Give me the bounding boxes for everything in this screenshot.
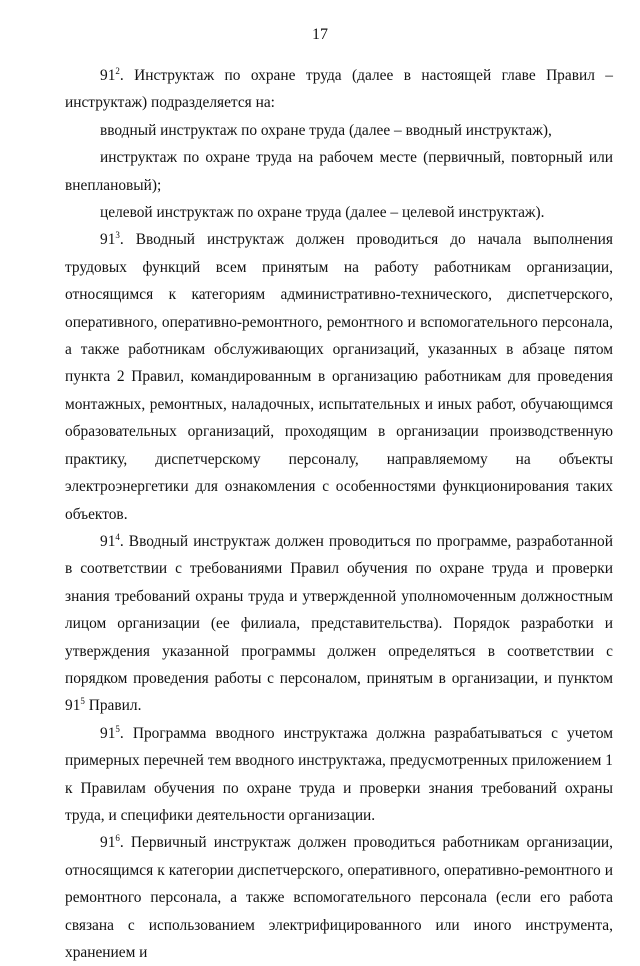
paragraph-text: Первичный инструктаж должен проводиться работникам организации, относящимся к категории диспетчерского, оперативного, оперативно-ремонтного и ремонтного персонала, а также вспомогательного персонала (если его работа связана с использованием электрифицированного или иного инструмента, хранением и [65, 834, 613, 961]
paragraph-text: целевой инструктаж по охране труда (далее – целевой инструктаж). [100, 204, 545, 222]
paragraph-text: Инструктаж по охране труда (далее в настоящей главе Правил – инструктаж) подразделяется на: [65, 67, 613, 112]
clause-number: $91^3$. [100, 230, 124, 249]
clause-number: $91^2$. [100, 65, 124, 84]
paragraph-text: Вводный инструктаж должен проводиться по программе, разработанной в соответствии с требованиями Правил обучения по охране труда и проверки знания требований охраны труда и утвержденной уполномоченным должностным лицом организации (ее филиала, представительства). Порядок разработки и утверждения указанной программы должен определяться в соответствии с порядком проведения работы с персоналом, принятым в организации, и пунктом 91 [65, 532, 613, 715]
list-item-intro-briefing [65, 117, 613, 144]
reference-superscript: 5 [80, 696, 85, 707]
paragraph-text: Вводный инструктаж должен проводиться до начала выполнения трудовых функций всем принятым на работу работникам организации, относящимся к категориям административно-технического, диспетчерского, оперативного, оперативно-ремонтного, ремонтного и вспомогательного персонала, а также работникам обслуживающих организаций, указанных в абзаце пятом пункта 2 Правил, командированным в организацию работникам для проведения монтажных, ремонтных, наладочных, испытательных и иных работ, обучающимся образовательных организаций, проходящим в организации производственную практику, диспетчерскому персоналу, направляемому на объекты электроэнергетики для ознакомления с особенностями функционирования таких объектов. [65, 231, 613, 523]
list-item-target-briefing [65, 199, 613, 226]
paragraph-text: Программа вводного инструктажа должна разрабатываться с учетом примерных перечней тем вводного инструктажа, предусмотренных приложением 1 к Правилам обучения по охране труда и проверки знания требований охраны труда, и специфики деятельности организации. [65, 724, 613, 824]
clause-number: $91^6$. [100, 833, 124, 852]
paragraph-91-6 [65, 829, 613, 966]
page-number: 17 [312, 26, 328, 43]
paragraph-91-2 [65, 62, 613, 117]
paragraph-91-4 [65, 528, 613, 720]
paragraph-text-tail: Правил. [84, 697, 142, 715]
paragraph-91-5 [65, 720, 613, 830]
paragraph-text: вводный инструктаж по охране труда (далее – вводный инструктаж), [100, 121, 552, 139]
clause-number: $91^5$. [100, 723, 124, 742]
list-item-workplace-briefing [65, 144, 613, 199]
clause-number: $91^4$. [100, 531, 124, 550]
document-body [65, 62, 613, 966]
paragraph-91-3 [65, 226, 613, 527]
paragraph-text: инструктаж по охране труда на рабочем месте (первичный, повторный или внеплановый); [65, 149, 613, 194]
